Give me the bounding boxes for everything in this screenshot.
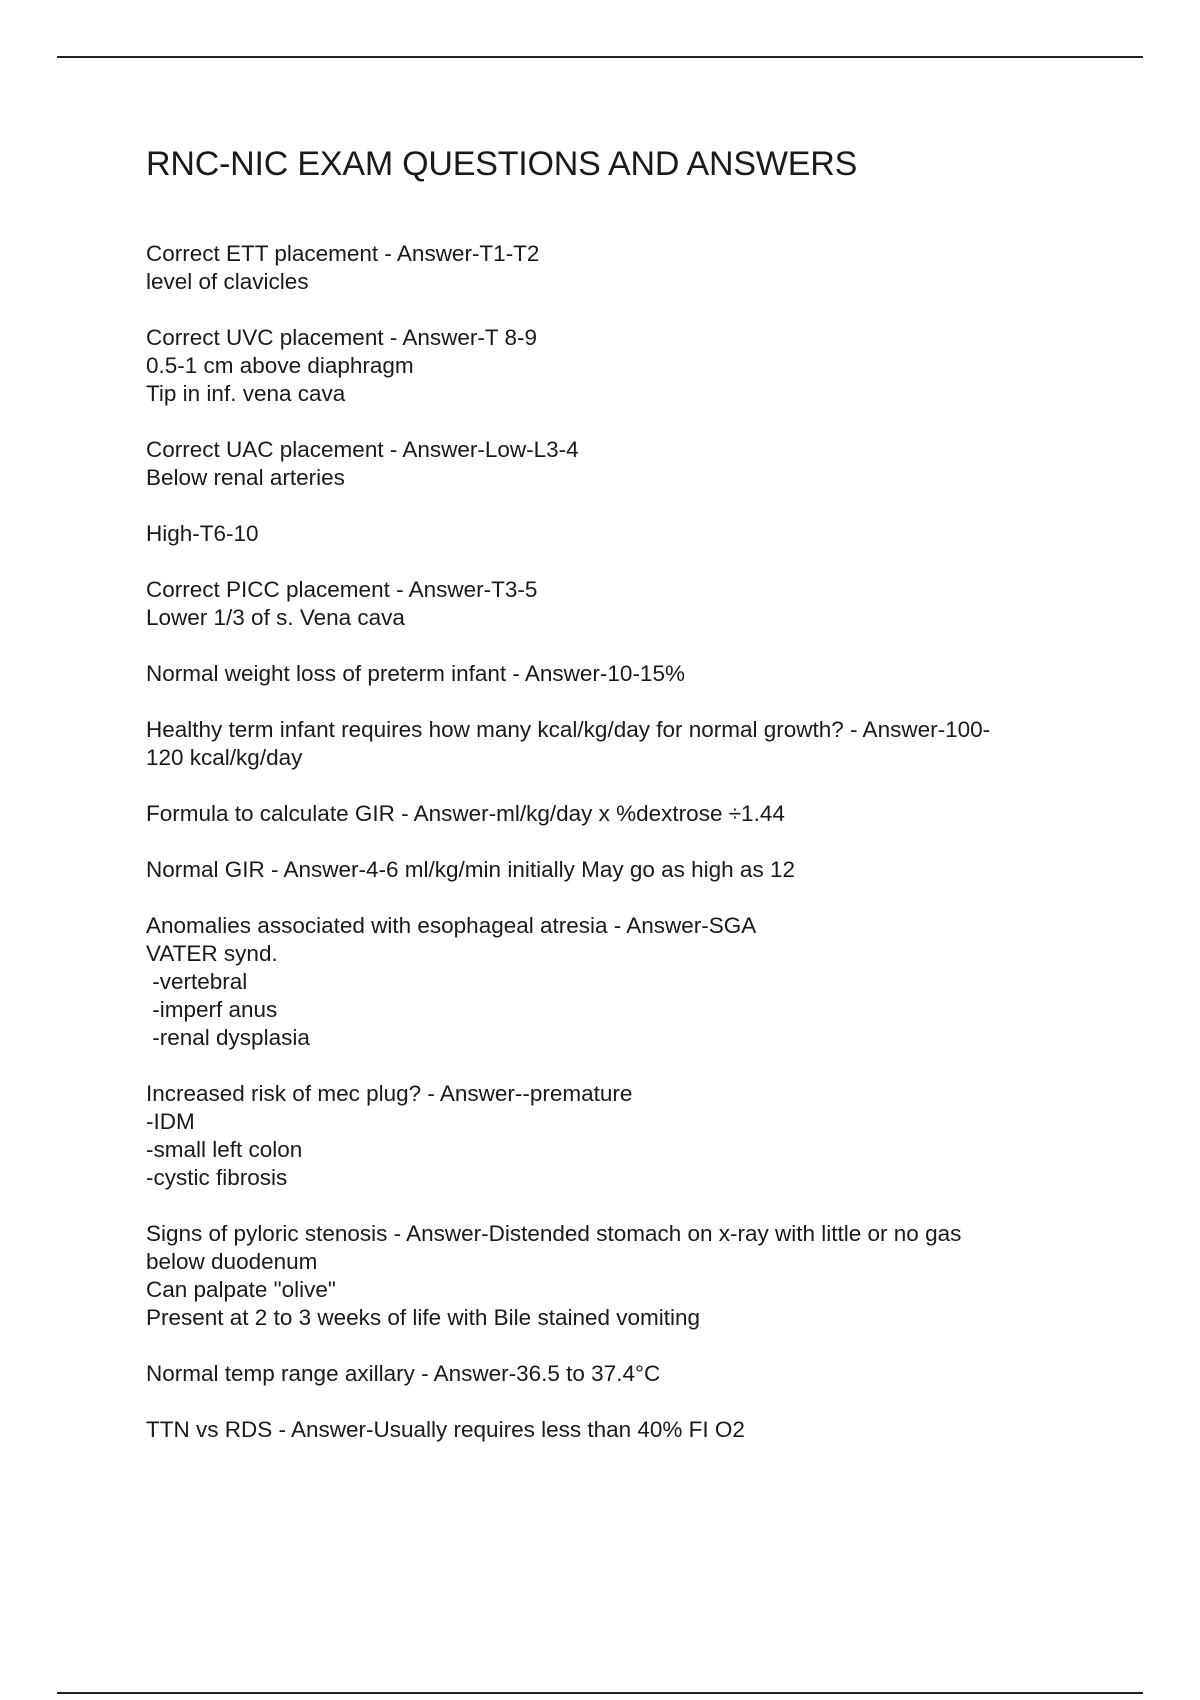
qa-item xyxy=(146,576,1076,632)
qa-item xyxy=(146,1220,1076,1332)
qa-line: -renal dysplasia xyxy=(146,1025,310,1050)
qa-line: below duodenum xyxy=(146,1249,318,1274)
qa-line: -IDM xyxy=(146,1109,195,1134)
qa-line: -small left colon xyxy=(146,1137,303,1162)
qa-item xyxy=(146,716,1076,772)
document-body xyxy=(146,142,1076,1472)
qa-line: Tip in inf. vena cava xyxy=(146,381,346,406)
qa-line: Formula to calculate GIR - Answer-ml/kg/day x %dextrose ÷1.44 xyxy=(146,801,785,826)
qa-line: Signs of pyloric stenosis - Answer-Distended stomach on x-ray with little or no gas xyxy=(146,1221,962,1246)
qa-line: Lower 1/3 of s. Vena cava xyxy=(146,605,405,630)
qa-item xyxy=(146,1416,1076,1444)
qa-line: Healthy term infant requires how many kcal/kg/day for normal growth? - Answer-100- xyxy=(146,717,991,742)
qa-item xyxy=(146,912,1076,1052)
qa-line: Correct UVC placement - Answer-T 8-9 xyxy=(146,325,537,350)
qa-line: Correct UAC placement - Answer-Low-L3-4 xyxy=(146,437,579,462)
qa-item xyxy=(146,856,1076,884)
bottom-rule xyxy=(57,1692,1143,1694)
qa-item xyxy=(146,1080,1076,1192)
top-rule xyxy=(57,56,1143,58)
qa-line: 120 kcal/kg/day xyxy=(146,745,303,770)
qa-line: 0.5-1 cm above diaphragm xyxy=(146,353,414,378)
qa-item xyxy=(146,800,1076,828)
qa-line: High-T6-10 xyxy=(146,521,259,546)
qa-line: Correct PICC placement - Answer-T3-5 xyxy=(146,577,538,602)
qa-line: VATER synd. xyxy=(146,941,278,966)
qa-line: Anomalies associated with esophageal atresia - Answer-SGA xyxy=(146,913,757,938)
qa-line: Correct ETT placement - Answer-T1-T2 xyxy=(146,241,540,266)
qa-line: Normal temp range axillary - Answer-36.5 to 37.4°C xyxy=(146,1361,661,1386)
qa-line: Can palpate "olive" xyxy=(146,1277,336,1302)
qa-line: -vertebral xyxy=(146,969,248,994)
qa-line: Increased risk of mec plug? - Answer--premature xyxy=(146,1081,633,1106)
qa-line: Present at 2 to 3 weeks of life with Bile stained vomiting xyxy=(146,1305,701,1330)
qa-item xyxy=(146,324,1076,408)
qa-line: -imperf anus xyxy=(146,997,278,1022)
qa-line: -cystic fibrosis xyxy=(146,1165,288,1190)
qa-line: level of clavicles xyxy=(146,269,309,294)
qa-line: Normal weight loss of preterm infant - Answer-10-15% xyxy=(146,661,685,686)
page-title: RNC-NIC EXAM QUESTIONS AND ANSWERS xyxy=(146,145,858,183)
qa-item xyxy=(146,660,1076,688)
qa-line: Below renal arteries xyxy=(146,465,345,490)
qa-item xyxy=(146,436,1076,492)
qa-item xyxy=(146,520,1076,548)
qa-line: Normal GIR - Answer-4-6 ml/kg/min initially May go as high as 12 xyxy=(146,857,795,882)
qa-item xyxy=(146,1360,1076,1388)
qa-item xyxy=(146,240,1076,296)
qa-line: TTN vs RDS - Answer-Usually requires less than 40% FI O2 xyxy=(146,1417,745,1442)
